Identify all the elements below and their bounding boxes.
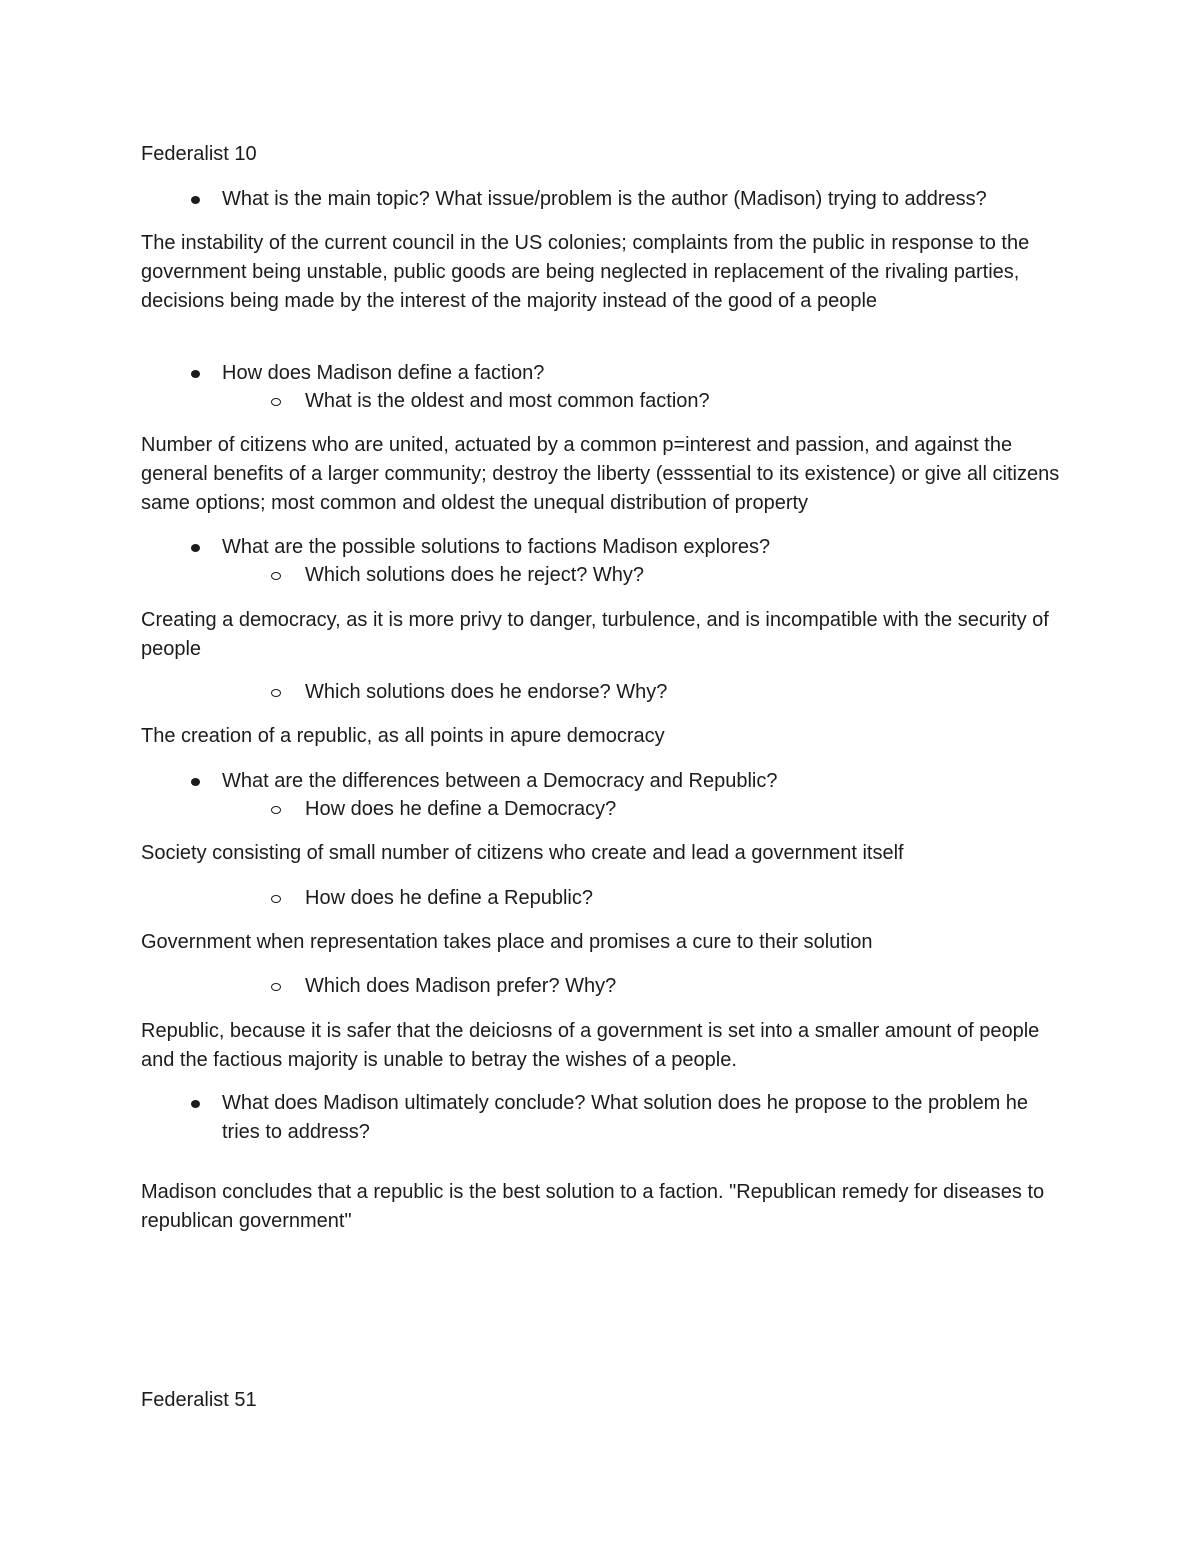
sub-bullet-icon [271, 806, 281, 814]
answer-define-democracy: Society consisting of small number of citizens who create and lead a government itself [141, 842, 904, 864]
question-main-topic: What is the main topic? What issue/problem is the author (Madison) trying to address? [222, 188, 987, 210]
answer-conclusion: Madison concludes that a republic is the best solution to a faction. "Republican remedy for diseases to republican government" [141, 1181, 1045, 1232]
question-define-faction: How does Madison define a faction? [222, 362, 545, 384]
answer-main-topic: The instability of the current council in the US colonies; complaints from the public in response to the government being unstable, public goods are being neglected in replacement of the rivaling parties, decisions being made by the interest of the majority instead of the good of a people [141, 232, 1030, 312]
question-endorsed-solutions: Which solutions does he endorse? Why? [305, 681, 668, 703]
section-heading-federalist-51: Federalist 51 [141, 1389, 257, 1411]
bullet-icon [191, 196, 200, 204]
bullet-icon [191, 370, 200, 378]
answer-rejected-solutions: Creating a democracy, as it is more privy to danger, turbulence, and is incompatible with the security of people [141, 609, 1049, 660]
question-oldest-faction: What is the oldest and most common faction? [305, 390, 710, 412]
bullet-icon [191, 778, 200, 786]
answer-define-faction: Number of citizens who are united, actuated by a common p=interest and passion, and against the general benefits of a larger community; destroy the liberty (esssential to its existence) or give all citizens same options; most common and oldest the unequal distribution of property [141, 434, 1060, 514]
question-possible-solutions: What are the possible solutions to factions Madison explores? [222, 536, 771, 558]
sub-bullet-icon [271, 398, 281, 406]
sub-bullet-icon [271, 689, 281, 697]
sub-bullet-icon [271, 983, 281, 991]
question-define-democracy: How does he define a Democracy? [305, 798, 617, 820]
question-define-republic: How does he define a Republic? [305, 887, 593, 909]
question-conclusion: What does Madison ultimately conclude? What solution does he propose to the problem he tries to address? [222, 1092, 1029, 1143]
sub-bullet-icon [271, 572, 281, 580]
answer-define-republic: Government when representation takes place and promises a cure to their solution [141, 931, 873, 953]
section-heading-federalist-10: Federalist 10 [141, 143, 257, 165]
question-rejected-solutions: Which solutions does he reject? Why? [305, 564, 645, 586]
question-madison-preference: Which does Madison prefer? Why? [305, 975, 617, 997]
question-democracy-vs-republic: What are the differences between a Democracy and Republic? [222, 770, 778, 792]
answer-madison-preference: Republic, because it is safer that the deiciosns of a government is set into a smaller amount of people and the factious majority is unable to betray the wishes of a people. [141, 1020, 1040, 1071]
sub-bullet-icon [271, 895, 281, 903]
bullet-icon [191, 1100, 200, 1108]
bullet-icon [191, 544, 200, 552]
answer-endorsed-solutions: The creation of a republic, as all points in apure democracy [141, 725, 665, 747]
